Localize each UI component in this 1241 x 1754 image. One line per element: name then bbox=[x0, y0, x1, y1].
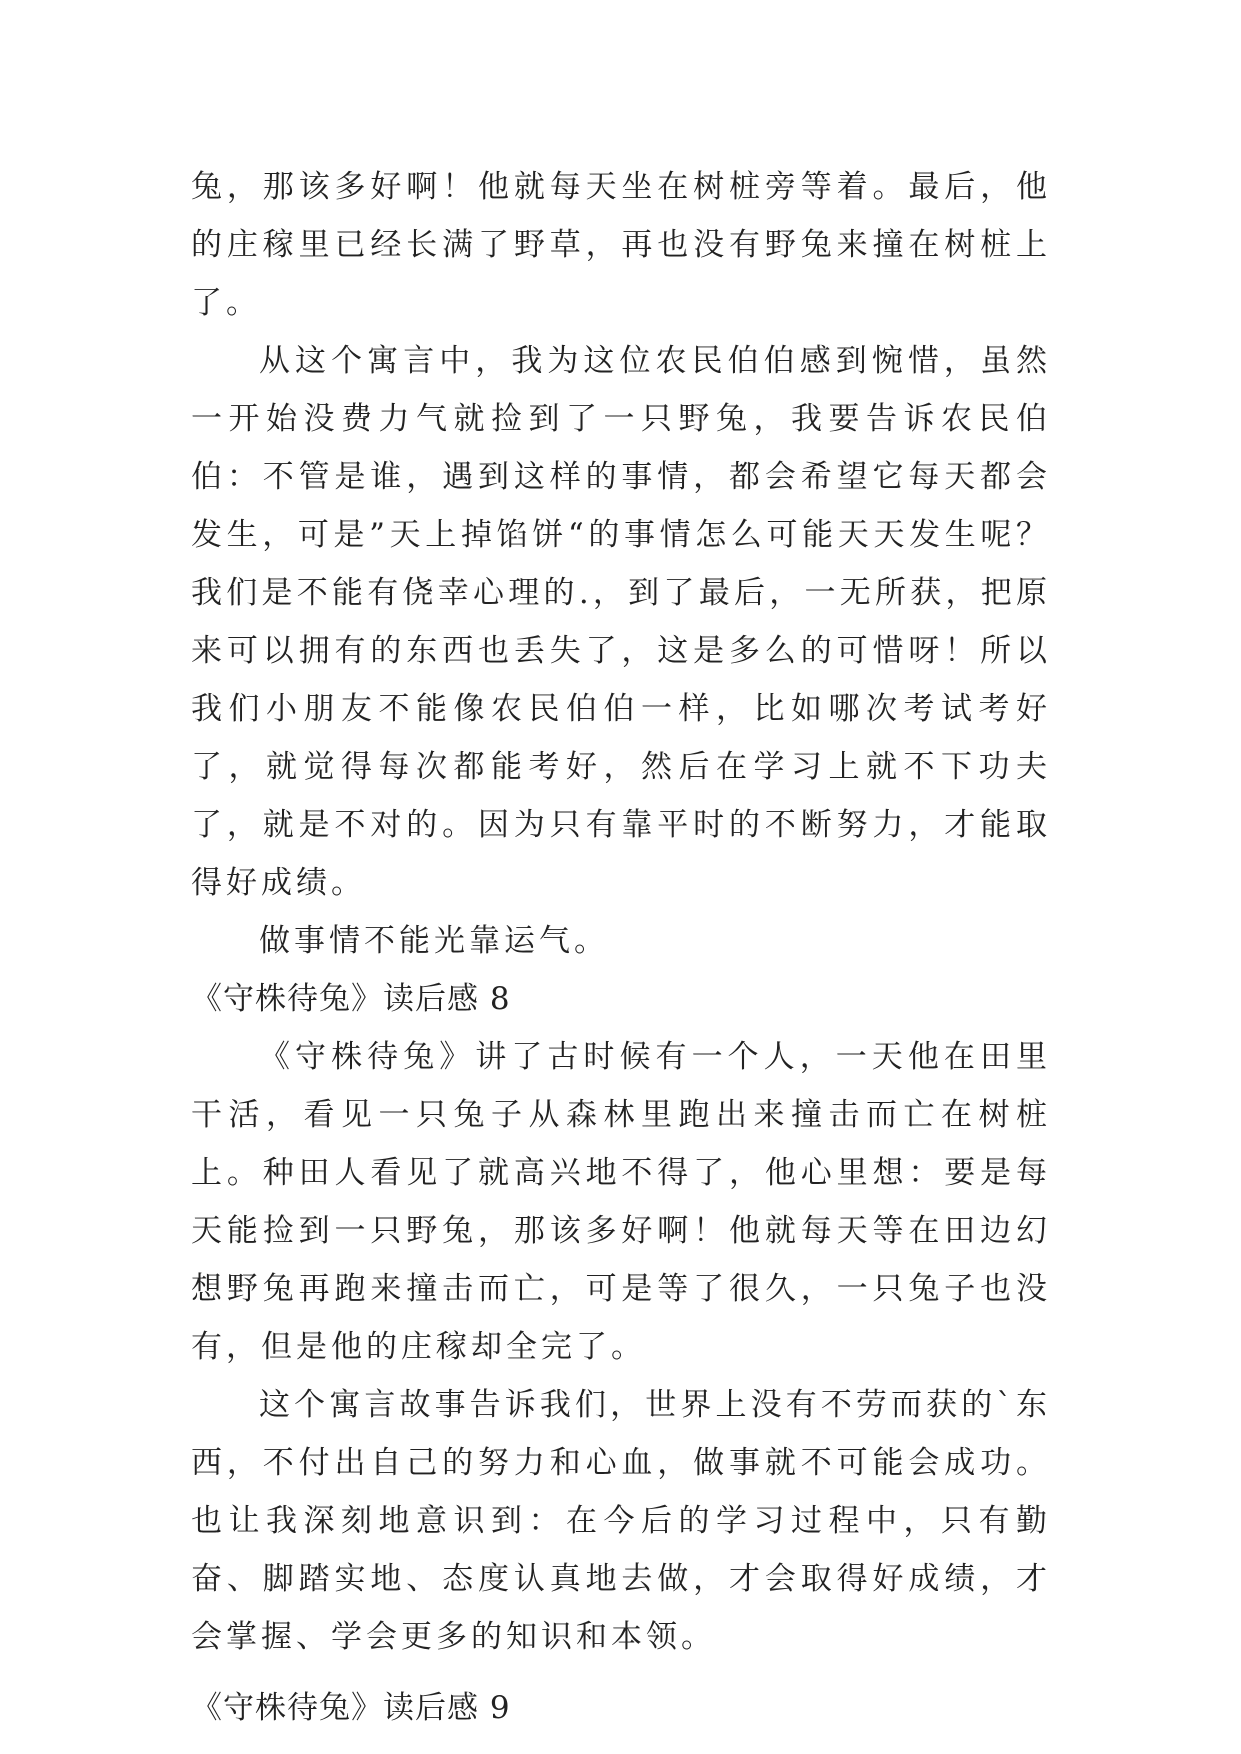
document-page bbox=[191, 158, 1051, 1737]
paragraph-moral-short: 做事情不能光靠运气。 bbox=[259, 923, 609, 959]
paragraph-lesson: 这个寓言故事告诉我们，世界上没有不劳而获的`东西，不付出自己的努力和心血，做事就不可能会成功。也让我深刻地意识到：在今后的学习过程中，只有勤奋、脚踏实地、态度认真地去做，才会取得好成绩，才会掌握、学会更多的知识和本领。 bbox=[191, 1387, 1051, 1655]
section-heading-9: 《守株待兔》读后感 9 bbox=[191, 1690, 511, 1726]
paragraph-story-summary: 《守株待兔》讲了古时候有一个人，一天他在田里干活，看见一只兔子从森林里跑出来撞击而亡在树桩上。种田人看见了就高兴地不得了，他心里想：要是每天能捡到一只野兔，那该多好啊！他就每天等在田边幻想野兔再跑来撞击而亡，可是等了很久，一只兔子也没有，但是他的庄稼却全完了。 bbox=[191, 1039, 1051, 1365]
section-heading-8: 《守株待兔》读后感 8 bbox=[191, 981, 511, 1017]
paragraph-story-ending: 兔，那该多好啊！他就每天坐在树桩旁等着。最后，他的庄稼里已经长满了野草，再也没有野兔来撞在树桩上了。 bbox=[191, 169, 1051, 321]
paragraph-reflection-luck: 从这个寓言中，我为这位农民伯伯感到惋惜，虽然一开始没费力气就捡到了一只野兔，我要告诉农民伯伯：不管是谁，遇到这样的事情，都会希望它每天都会发生，可是”天上掉馅饼“的事情怎么可能天天发生呢？我们是不能有侥幸心理的.，到了最后，一无所获，把原来可以拥有的东西也丢失了，这是多么的可惜呀！所以我们小朋友不能像农民伯伯一样，比如哪次考试考好了，就觉得每次都能考好，然后在学习上就不下功夫了，就是不对的。因为只有靠平时的不断努力，才能取得好成绩。 bbox=[191, 343, 1051, 901]
